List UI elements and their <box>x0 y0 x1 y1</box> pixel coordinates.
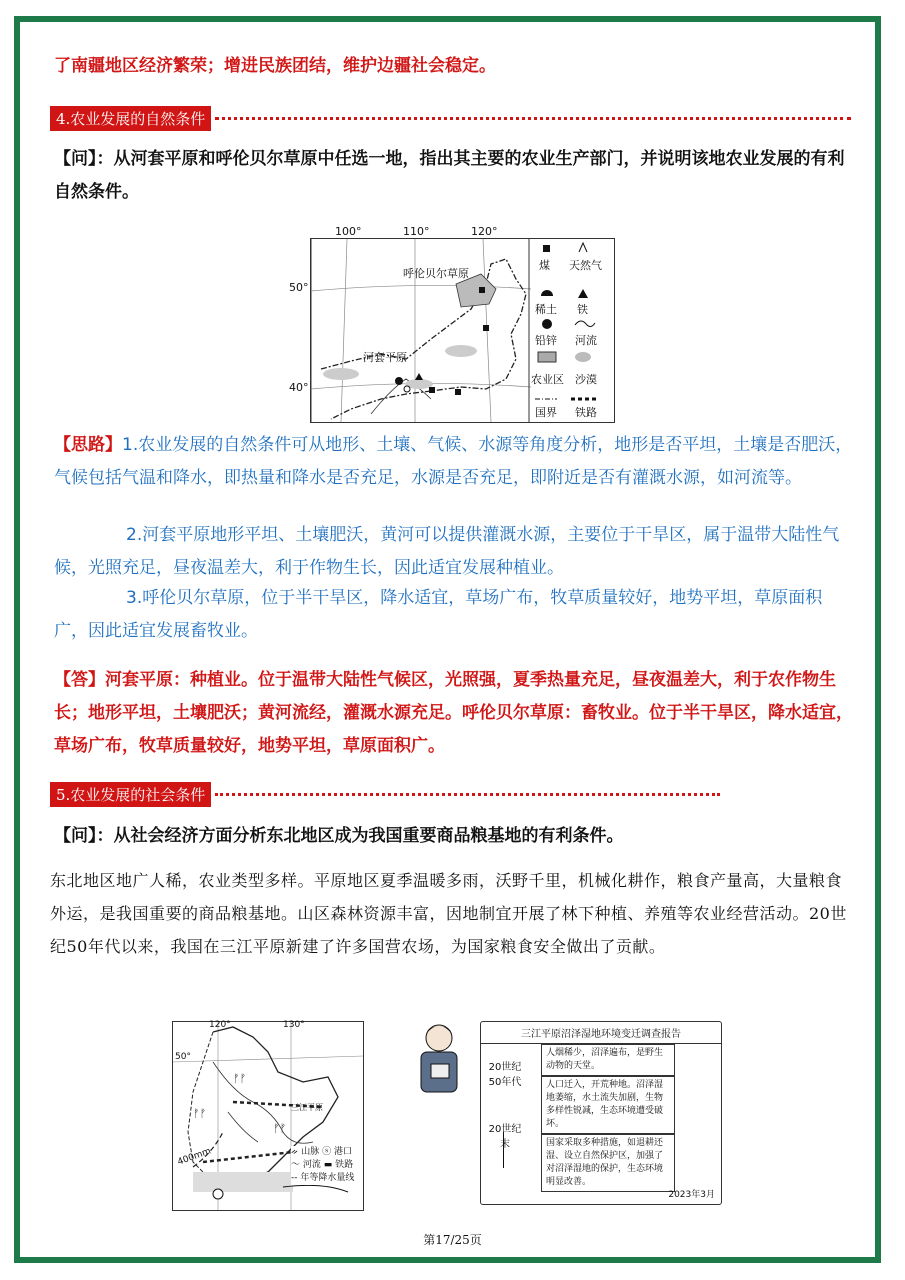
era-2: 20世纪末 <box>488 1124 522 1150</box>
lat-50-b: 50° <box>175 1052 191 1062</box>
legend-iron: 铁 <box>577 303 588 316</box>
survey-report <box>480 1021 722 1205</box>
legend-rare-earth: 稀土 <box>535 303 557 316</box>
map2-legend: ᨀ 山脉 ⓢ 港口 〜 河流 ▬ 铁路 -- 年等降水量线 <box>291 1146 363 1185</box>
page-number: 第17/25页 <box>423 1233 482 1247</box>
river-icon <box>575 321 595 327</box>
legend-farmland: 农业区 <box>531 373 564 386</box>
svg-text:ᚠᚠ: ᚠᚠ <box>273 1122 287 1135</box>
lon-100: 100° <box>335 225 362 238</box>
place-hulunbuir: 呼伦贝尔草原 <box>403 267 469 280</box>
rare-earth-icon <box>541 290 553 296</box>
section-5-label: 5.农业发展的社会条件 <box>50 782 211 807</box>
section-4-label: 4.农业发展的自然条件 <box>50 106 211 131</box>
place-hetao: 河套平原 <box>363 351 407 364</box>
answer-tag: 【答】 <box>54 670 105 690</box>
legend-railway: 铁路 <box>575 406 597 419</box>
svg-text:ᚠᚠ: ᚠᚠ <box>233 1072 247 1085</box>
thinking-tag: 【思路】 <box>54 435 122 455</box>
place-sanjiang: 三江平原 <box>291 1103 323 1112</box>
lat-50: 50° <box>289 281 309 294</box>
section-5-body: 东北地区地广人稀，农业类型多样。平原地区夏季温暖多雨，沃野千里，机械化耕作，粮食产量高，大量粮食外运，是我国重要的商品粮基地。山区森林资源丰富，因地制宜开展了林下种植、养殖等农业经营活动。20世纪50年代以来，我国在三江平原新建了许多国营农场，为国家粮食安全做出了贡献。 <box>50 871 847 956</box>
isohyet-label: 400mm <box>176 1146 213 1168</box>
answer-4: 【答】河套平原：种植业。位于温带大陆性气候区，光照强，夏季热量充足，昼夜温差大，利于农作物生长；地形平坦，土壤肥沃；黄河流经，灌溉水源充足。呼伦贝尔草原：畜牧业。位于半干旱区，降水适宜，草场广布，牧草质量较好，地势平坦，草原面积广。 <box>54 670 853 756</box>
intro-line: 了南疆地区经济繁荣；增进民族团结，维护边疆社会稳定。 <box>54 56 496 76</box>
legend-border: 国界 <box>535 406 557 419</box>
legend-river: 河流 <box>575 334 597 347</box>
note-2: 人口迁入，开荒种地。沼泽湿地萎缩，水土流失加剧，生物多样性锐减，生态环境遭受破坏。 <box>541 1076 675 1134</box>
student-illustration <box>413 1020 465 1100</box>
section-5-divider <box>215 793 720 796</box>
section-5-header <box>50 782 855 806</box>
legend-coal: 煤 <box>539 259 550 272</box>
legend-desert: 沙漠 <box>575 373 597 386</box>
lat-40: 40° <box>289 381 309 394</box>
northeast-map <box>172 1021 364 1211</box>
lon-130-b: 130° <box>283 1020 305 1030</box>
legend-lead-zinc: 铅锌 <box>535 334 557 347</box>
question-text: 从河套平原和呼伦贝尔草原中任选一地，指出其主要的农业生产部门，并说明该地农业发展的有利自然条件。 <box>54 149 845 202</box>
thinking-3: 3.呼伦贝尔草原，位于半干旱区，降水适宜，草场广布，牧草质量较好，地势平坦，草原面积广，因此适宜发展畜牧业。 <box>54 588 823 641</box>
note-1: 人烟稀少，沼泽遍布，是野生动物的天堂。 <box>541 1044 675 1076</box>
section-4-header <box>50 106 855 130</box>
resource-map <box>289 225 615 423</box>
lead-zinc-icon <box>542 319 552 329</box>
timeline-arrow <box>503 1132 504 1168</box>
iron-icon <box>578 289 588 298</box>
coal-icon <box>543 245 550 252</box>
gas-icon <box>579 243 587 252</box>
question-tag: 【问】： <box>54 149 114 169</box>
farmland-icon <box>538 352 556 362</box>
lon-120: 120° <box>471 225 498 238</box>
era-1: 20世纪50年代 <box>488 1062 522 1088</box>
report-title: 三江平原沼泽湿地环境变迁调查报告 <box>481 1022 721 1044</box>
section-5-question: 【问】：从社会经济方面分析东北地区成为我国重要商品粮基地的有利条件。 <box>54 826 624 846</box>
legend-gas: 天然气 <box>569 259 602 272</box>
section-4-question <box>54 143 854 209</box>
section-4-divider <box>215 117 851 120</box>
thinking-1: 【思路】1.农业发展的自然条件可从地形、土壤、气候、水源等角度分析，地形是否平坦，土壤是否肥沃，气候包括气温和降水，即热量和降水是否充足，水源是否充足，即附近是否有灌溉水源，如河流等。 <box>54 435 853 488</box>
desert-icon <box>575 352 591 362</box>
lon-120-b: 120° <box>209 1020 231 1030</box>
note-3: 国家采取多种措施，如退耕还湿、设立自然保护区，加强了对沼泽湿地的保护，生态环境明显改善。 <box>541 1134 675 1192</box>
report-date: 2023年3月 <box>668 1190 715 1200</box>
svg-text:ᚠᚠ: ᚠᚠ <box>193 1107 207 1120</box>
thinking-2: 2.河套平原地形平坦、土壤肥沃，黄河可以提供灌溉水源，主要位于干旱区，属于温带大陆性气候，光照充足，昼夜温差大，利于作物生长，因此适宜发展种植业。 <box>54 525 840 578</box>
lon-110: 110° <box>403 225 430 238</box>
